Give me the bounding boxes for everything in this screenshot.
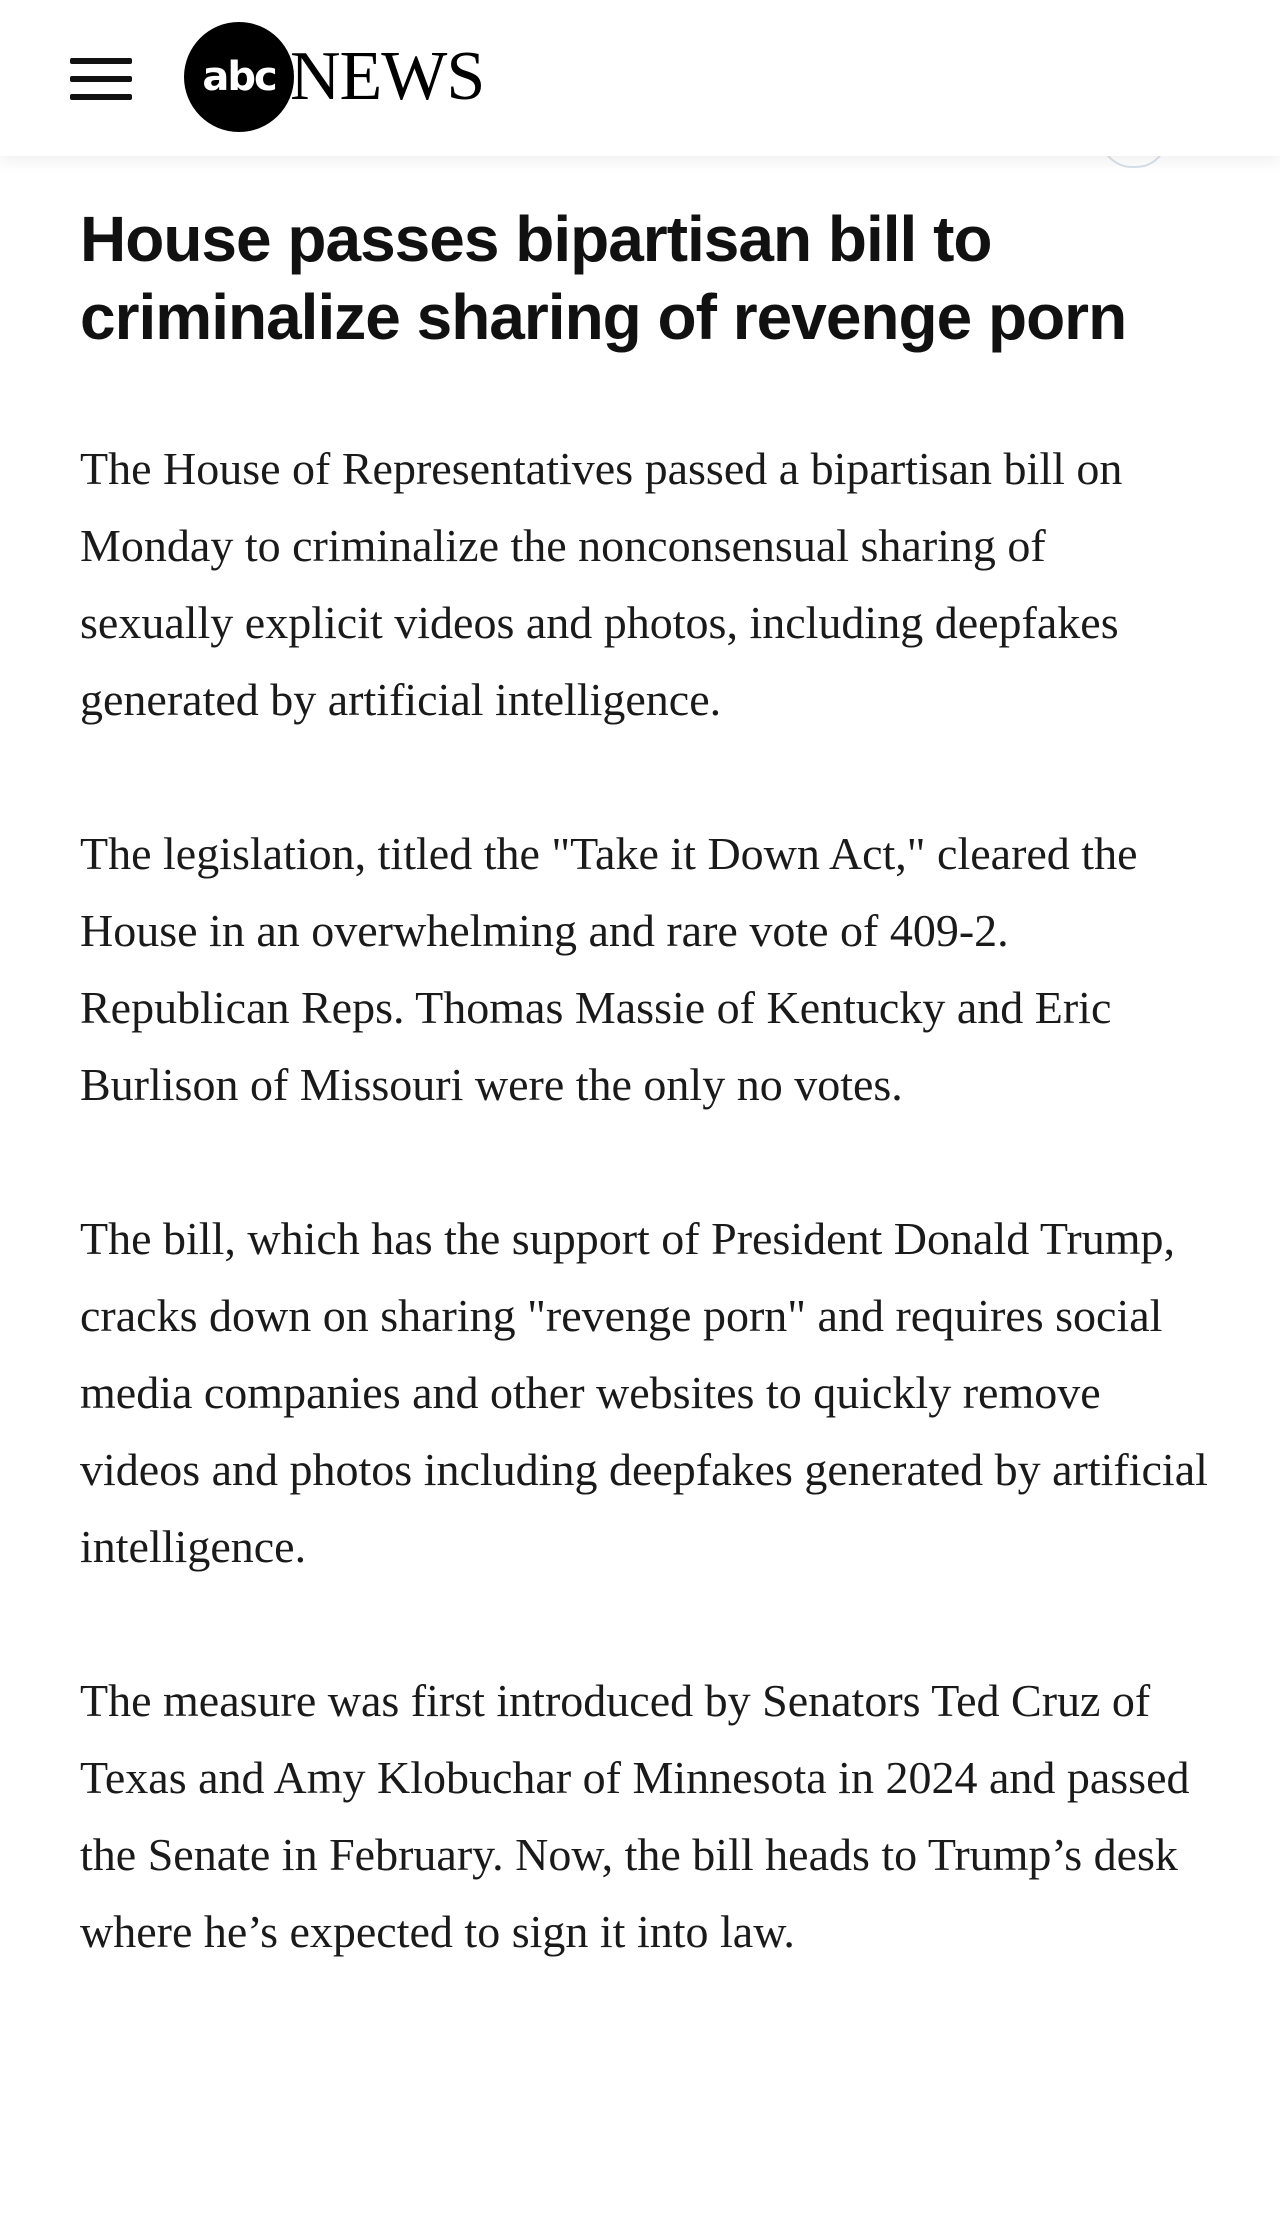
article-headline: House passes bipartisan bill to criminalize sharing of revenge porn bbox=[80, 203, 1127, 353]
article-paragraph: The bill, which has the support of President Donald Trump, cracks down on sharing "revenge porn" and requires social media companies and other websites to quickly remove videos and photos including deepfakes generated by artificial intelligence. bbox=[80, 1213, 1208, 1572]
article-paragraph: The legislation, titled the "Take it Down Act," cleared the House in an overwhelming and rare vote of 409-2. Republican Reps. Thomas Massie of Kentucky and Eric Burlison of Missouri were the only no votes. bbox=[80, 828, 1138, 1110]
menu-line bbox=[70, 94, 132, 100]
article-paragraph: The House of Representatives passed a bipartisan bill on Monday to criminalize the nonconsensual sharing of sexually explicit videos and photos, including deepfakes generated by artificial intelligence. bbox=[80, 443, 1123, 725]
menu-line bbox=[70, 76, 132, 82]
abc-news-logo[interactable] bbox=[184, 22, 484, 132]
site-header bbox=[0, 0, 1280, 156]
abc-logo-circle bbox=[184, 22, 294, 132]
article-paragraph: The measure was first introduced by Senators Ted Cruz of Texas and Amy Klobuchar of Minnesota in 2024 and passed the Senate in February. Now, the bill heads to Trump’s desk where he’s expected to sign it into law. bbox=[80, 1675, 1190, 1957]
menu-line bbox=[70, 58, 132, 64]
news-logo-text: NEWS bbox=[290, 38, 485, 115]
abc-logo-text: abc bbox=[202, 54, 276, 100]
article-body bbox=[80, 430, 1210, 2047]
hamburger-menu-icon[interactable] bbox=[70, 56, 132, 102]
